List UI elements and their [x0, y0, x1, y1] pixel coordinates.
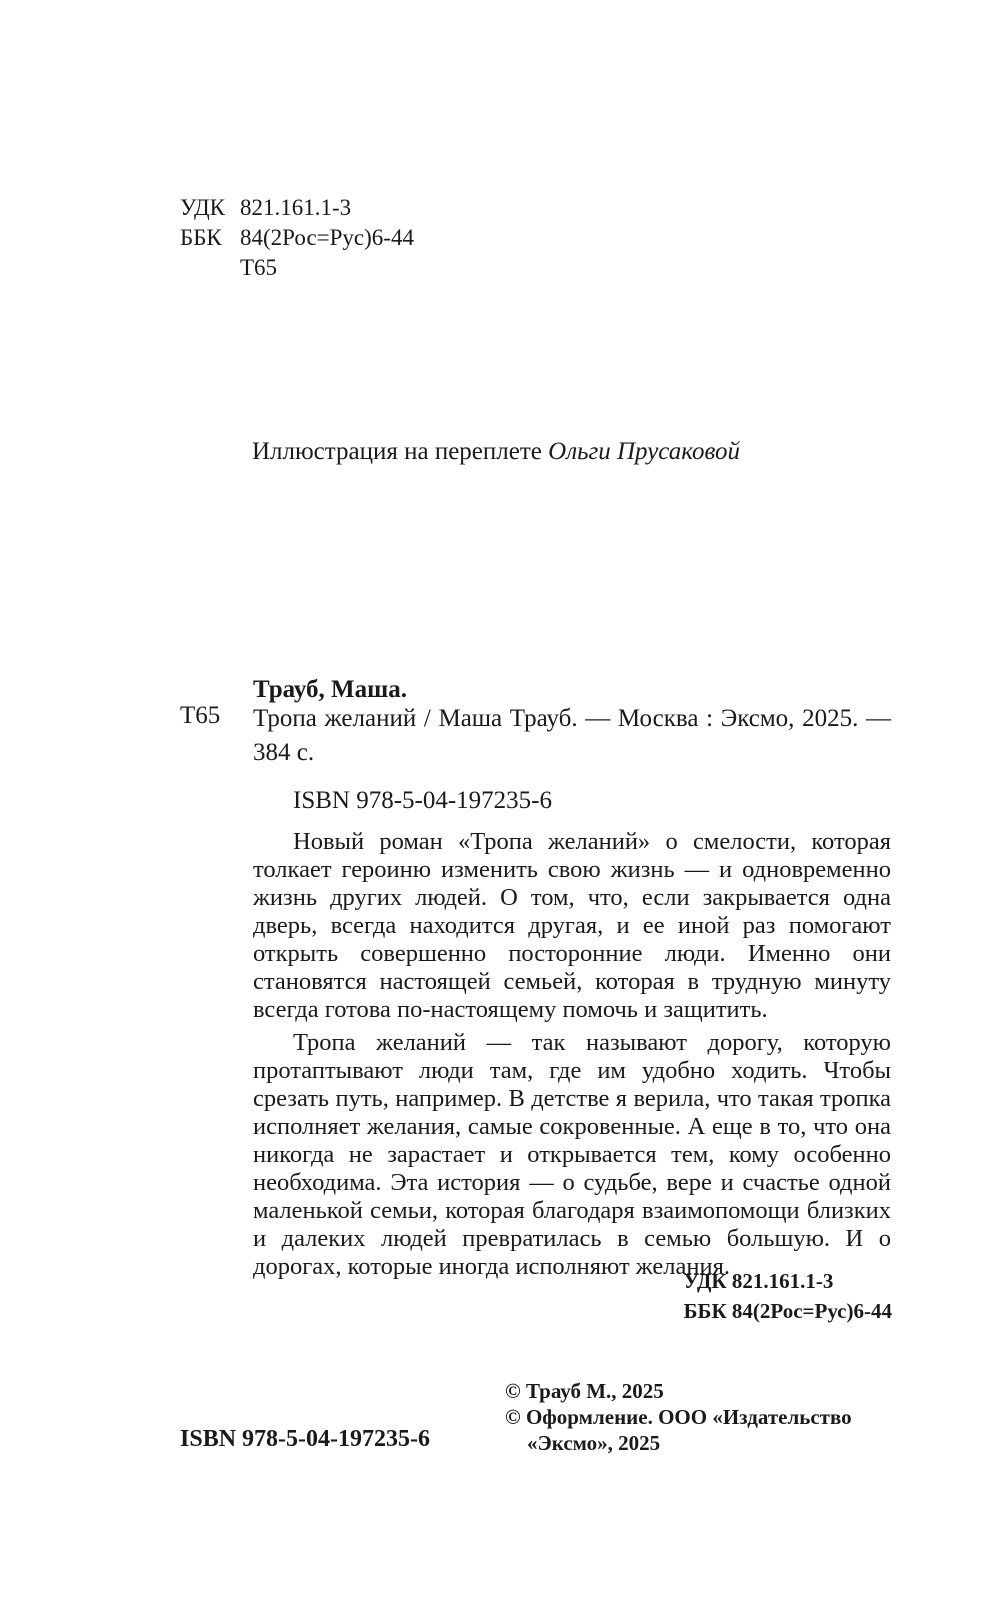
illustration-credit — [252, 438, 740, 466]
copyright-block — [505, 1378, 905, 1456]
illustration-artist: Ольги Прусаковой — [548, 438, 741, 465]
bbk-value: 84(2Рос=Рус)6-44 — [240, 225, 414, 250]
illustration-prefix: Иллюстрация на переплете — [252, 438, 549, 465]
bibliography-isbn: ISBN 978-5-04-197235-6 — [293, 787, 553, 814]
annotation — [253, 828, 891, 1281]
udk-row — [180, 193, 414, 223]
bibliography-description: Тропа желаний / Маша Трауб. — Москва : Эксмо, 2025. — 384 с. — [253, 705, 891, 766]
bbk-label: ББК — [180, 225, 222, 250]
author-mark-row — [180, 253, 414, 283]
copyright-author: © Трауб М., 2025 — [505, 1379, 664, 1403]
annotation-paragraph-1: Новый роман «Тропа желаний» о смелости, которая толкает героиню изменить свою жизнь — и одновременно жизнь других людей. О том, что, если закрывается одна дверь, всегда находится другая, и ее иной раз помогают открыть совершенно посторонние люди. Именно они становятся настоящей семьей, которая в трудную минуту всегда готова по-настоящему помочь и защитить. — [253, 828, 891, 1023]
annotation-paragraph-2: Тропа желаний — так называют дорогу, которую протаптывают люди там, где им удобно ходить. Чтобы срезать путь, например. В детстве я верила, что такая тропка исполняет желания, самые сокровенные. А еще в то, что она никогда не зарастает и открывается тем, кому особенно необходима. Эта история — о судьбе, вере и счастье одной маленькой семьи, которая благодаря взаимопомощи близких и далеких людей превратилась в семью большую. И о дорогах, которые иногда исполняют желания. — [253, 1029, 891, 1280]
udk-code: УДК 821.161.1-3 — [683, 1269, 834, 1293]
copyright-design-line-1: © Оформление. ООО «Издательство — [505, 1405, 852, 1429]
classification-codes-bottom — [684, 1266, 892, 1326]
bibliography-mark: Т65 — [180, 702, 221, 729]
udk-value: 821.161.1-3 — [240, 195, 352, 220]
copyright-design-line-2: «Эксмо», 2025 — [527, 1431, 661, 1455]
author-mark: Т65 — [240, 255, 278, 280]
bbk-code: ББК 84(2Рос=Рус)6-44 — [683, 1299, 892, 1323]
udk-label: УДК — [180, 195, 225, 220]
classification-codes-top — [180, 193, 414, 283]
bbk-row — [180, 223, 414, 253]
isbn-bottom: ISBN 978-5-04-197235-6 — [180, 1426, 430, 1452]
bibliography-author: Трауб, Маша. — [253, 676, 407, 703]
